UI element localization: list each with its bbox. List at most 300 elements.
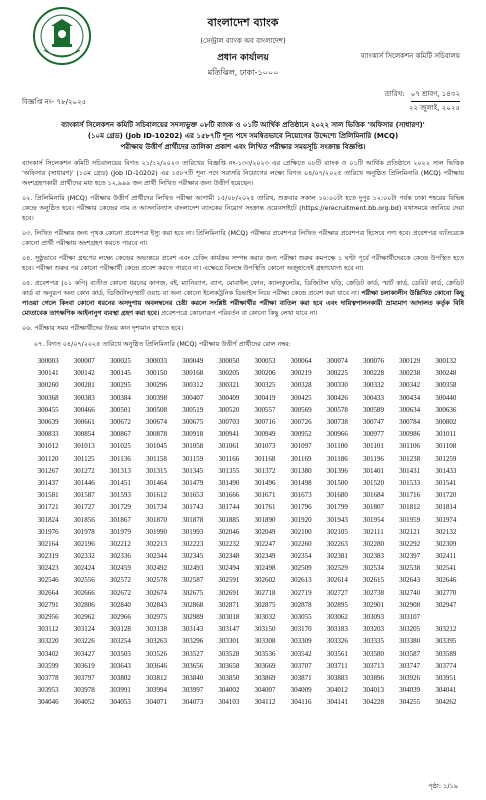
paragraph-5 bbox=[22, 278, 464, 318]
roll-number-cell: 303205 bbox=[399, 625, 421, 634]
roll-number-cell: 303128 bbox=[109, 625, 131, 634]
roll-number-cell: 300025 bbox=[109, 357, 131, 366]
roll-number-cell: 302740 bbox=[399, 588, 421, 597]
roll-number-cell: 302718 bbox=[254, 588, 276, 597]
roll-number-cell: 302843 bbox=[146, 600, 168, 609]
roll-number-cell: 300076 bbox=[362, 357, 384, 366]
roll-number-cell: 300426 bbox=[326, 393, 348, 402]
roll-number-cell: 301799 bbox=[326, 503, 348, 512]
roll-number-cell: 302397 bbox=[399, 552, 421, 561]
roll-number-cell: 304012 bbox=[326, 686, 348, 695]
roll-number-cell: 303646 bbox=[146, 661, 168, 670]
reference-number: বিজ্ঞপ্তি নং- ৭৮/২০২৫ bbox=[22, 98, 87, 106]
roll-number-cell: 303580 bbox=[362, 649, 384, 658]
roll-number-cell: 301158 bbox=[146, 454, 167, 463]
roll-number-cell: 300312 bbox=[182, 381, 204, 390]
roll-number-cell: 303643 bbox=[109, 661, 131, 670]
roll-number-cell: 302383 bbox=[362, 552, 384, 561]
roll-number-cell: 300145 bbox=[109, 369, 131, 378]
roll-number-cell: 301451 bbox=[109, 478, 131, 487]
roll-number-cell: 301974 bbox=[435, 515, 457, 524]
roll-number-cell: 302223 bbox=[182, 539, 204, 548]
roll-number-cell: 301587 bbox=[73, 491, 95, 500]
roll-number-cell: 300206 bbox=[254, 369, 276, 378]
paragraph-5-tail: প্রবেশপত্রে কোনোরূপ পরিবর্তন বা কোনো কিছু লেখা যাবে না। bbox=[159, 309, 318, 317]
roll-number-cell: 303503 bbox=[109, 649, 131, 658]
table-row bbox=[30, 526, 464, 538]
roll-number-cell: 303212 bbox=[435, 625, 457, 634]
roll-number-cell: 300296 bbox=[146, 381, 168, 390]
roll-number-cell: 303840 bbox=[182, 673, 204, 682]
roll-number-cell: 302719 bbox=[290, 588, 312, 597]
roll-number-cell: 303850 bbox=[218, 673, 240, 682]
roll-number-cell: 302962 bbox=[73, 613, 95, 622]
roll-number-cell: 300328 bbox=[290, 381, 312, 390]
roll-number-cell: 304009 bbox=[290, 686, 312, 695]
roll-number-cell: 302895 bbox=[326, 600, 348, 609]
bank-subtitle: (সেন্ট্রাল ব্যাংক অব বাংলাদেশ) bbox=[200, 37, 286, 45]
roll-number-cell: 301680 bbox=[326, 491, 348, 500]
paragraph-5-text: ০৫. প্রবেশপত্র (০১ কপি) ব্যতীত কোনো ধরনের কাগজ, বই, ম্যানিব্যাগ, ব্যাগ, মোবাইল ফোন, ক্যালকুলেটর, ডিজিটাল ঘড়ি, ক্রেডিট কার্ড, স্মার্ট কার্ড, ডেবিট কার্ড, ক্রেডিট কার্ড বা অনুরূপ অন্য কোন কার্ড, ডিজিটাল/স্মার্ট ওয়াচ বা অন্য কোনো ইলেকট্রনিক ডিভাইস নিয়ে পরীক্ষা কেন্দ্রে প্রবেশ করা যাবে না। bbox=[22, 279, 464, 297]
roll-number-cell: 304141 bbox=[326, 698, 348, 707]
roll-number-cell: 303326 bbox=[326, 637, 348, 646]
table-row bbox=[30, 513, 464, 525]
roll-number-cell: 304053 bbox=[109, 698, 131, 707]
roll-number-cell: 301990 bbox=[146, 527, 168, 536]
roll-number-cell: 301259 bbox=[435, 454, 457, 463]
roll-number-cell: 300053 bbox=[254, 357, 276, 366]
roll-number-cell: 304255 bbox=[399, 698, 421, 707]
roll-number-cell: 301136 bbox=[110, 454, 131, 463]
roll-number-cell: 303561 bbox=[326, 649, 348, 658]
roll-number-cell: 301159 bbox=[182, 454, 204, 463]
roll-number-cell: 301186 bbox=[326, 454, 348, 463]
table-row bbox=[30, 611, 464, 623]
roll-number-cell: 300466 bbox=[73, 405, 95, 414]
roll-number-cell: 302424 bbox=[73, 564, 95, 573]
table-row bbox=[30, 355, 464, 367]
roll-number-cell: 301666 bbox=[218, 491, 240, 500]
roll-number-cell: 301011 bbox=[435, 430, 457, 439]
roll-number-cell: 302494 bbox=[218, 564, 240, 573]
table-row bbox=[30, 550, 464, 562]
roll-number-cell: 300784 bbox=[399, 418, 421, 427]
roll-number-cell: 303926 bbox=[399, 673, 421, 682]
roll-number-cell: 303774 bbox=[435, 661, 457, 670]
roll-number-cell: 301743 bbox=[182, 503, 204, 512]
roll-number-cell: 300398 bbox=[146, 393, 168, 402]
roll-number-cell: 300867 bbox=[109, 430, 131, 439]
roll-number-cell: 303747 bbox=[399, 661, 421, 670]
office-address: মতিঝিল, ঢাকা-১০০০ bbox=[207, 68, 279, 77]
roll-number-cell: 301807 bbox=[362, 503, 384, 512]
date-block bbox=[384, 88, 460, 114]
roll-number-cell: 301446 bbox=[73, 478, 95, 487]
roll-number-cell: 302840 bbox=[109, 600, 131, 609]
paragraph-1: ব্যাংকার্স সিলেকশন কমিটি সচিবালয়ের বিগত ২১/১২/২০২৩ তারিখের বিজ্ঞপ্তি নং-১৩৩/২০২৩ এর প্রেক্ষিতে ০৮টি ব্যাংক ও ০১টি আর্থিক প্রতিষ্ঠানে ২০২২ সাল ভিত্তিক 'অফিসার (সাধারণ)' (১০ম গ্রেড) (Job ID-10202) এর ১৫৮৭টি শূন্য পদে সরাসরি নিয়োগের লক্ষ্যে বিগত ০৪/০৭/২০২৫ তারিখে অনুষ্ঠিত প্রিলিমিনারি (MCQ) পরীক্ষায় অংশগ্রহণকারী প্রার্থীদের মধ্য হতে ১২,৯৯৯ জন প্রার্থী লিখিত পরীক্ষার জন্য উত্তীর্ণ হয়েছেন। bbox=[22, 159, 464, 187]
roll-number-cell: 301401 bbox=[362, 466, 384, 475]
roll-number-cell: 301496 bbox=[254, 478, 276, 487]
roll-number-cell: 303395 bbox=[435, 637, 457, 646]
roll-number-cell: 300007 bbox=[73, 357, 95, 366]
roll-number-cell: 300064 bbox=[290, 357, 312, 366]
roll-number-cell: 301073 bbox=[254, 442, 276, 451]
roll-number-cell: 301814 bbox=[435, 503, 457, 512]
roll-number-cell: 302956 bbox=[37, 613, 59, 622]
roll-number-cell: 303599 bbox=[37, 661, 59, 670]
roll-number-cell: 300589 bbox=[362, 405, 384, 414]
roll-number-cell: 300569 bbox=[290, 405, 312, 414]
roll-number-cell: 303093 bbox=[362, 613, 384, 622]
roll-number-cell: 300425 bbox=[290, 393, 312, 402]
roll-number-cell: 302727 bbox=[326, 588, 348, 597]
roll-number-cell: 300225 bbox=[326, 369, 348, 378]
roll-number-cell: 300321 bbox=[218, 381, 240, 390]
roll-number-cell: 302975 bbox=[146, 613, 168, 622]
roll-number-cell: 304112 bbox=[254, 698, 276, 707]
roll-number-cell: 301355 bbox=[218, 466, 240, 475]
roll-number-cell: 303619 bbox=[73, 661, 95, 670]
table-row bbox=[30, 599, 464, 611]
roll-number-cell: 301100 bbox=[326, 442, 348, 451]
roll-number-cell: 300129 bbox=[399, 357, 421, 366]
roll-number-cell: 302348 bbox=[218, 552, 240, 561]
roll-number-cell: 300248 bbox=[435, 369, 457, 378]
office-name: প্রধান কার্যালয় bbox=[217, 53, 269, 63]
roll-number-cell: 303869 bbox=[254, 673, 276, 682]
roll-number-cell: 304013 bbox=[362, 686, 384, 695]
roll-number-cell: 300986 bbox=[399, 430, 421, 439]
roll-number-cell: 302868 bbox=[182, 600, 204, 609]
roll-number-cell: 300141 bbox=[37, 369, 59, 378]
roll-number-cell: 301541 bbox=[435, 478, 457, 487]
roll-number-cell: 301954 bbox=[362, 515, 384, 524]
roll-number-cell: 303797 bbox=[73, 673, 95, 682]
roll-number-cell: 302591 bbox=[218, 576, 240, 585]
roll-number-cell: 302875 bbox=[254, 600, 276, 609]
roll-number-cell: 301581 bbox=[37, 491, 59, 500]
roll-number-cell: 301920 bbox=[290, 515, 312, 524]
roll-number-cell: 301061 bbox=[218, 442, 240, 451]
roll-number-cell: 302614 bbox=[326, 576, 348, 585]
roll-number-cell: 304073 bbox=[182, 698, 204, 707]
bank-name: বাংলাদেশ ব্যাংক bbox=[207, 16, 279, 29]
roll-number-cell: 302806 bbox=[73, 600, 95, 609]
roll-number-cell: 302498 bbox=[254, 564, 276, 573]
roll-number-cell: 301045 bbox=[146, 442, 168, 451]
roll-number-cell: 300661 bbox=[73, 418, 95, 427]
roll-number-cell: 301396 bbox=[326, 466, 348, 475]
roll-number-cell: 304103 bbox=[218, 698, 240, 707]
roll-number-cell: 300281 bbox=[73, 381, 95, 390]
roll-number-cell: 300519 bbox=[182, 405, 204, 414]
roll-number-cell: 302666 bbox=[73, 588, 95, 597]
roll-number-cell: 302538 bbox=[399, 564, 421, 573]
roll-number-cell: 303589 bbox=[435, 649, 457, 658]
roll-number-cell: 303183 bbox=[326, 625, 348, 634]
roll-number-cell: 303380 bbox=[399, 637, 421, 646]
roll-number-cell: 301498 bbox=[290, 478, 312, 487]
roll-number-cell: 302164 bbox=[37, 539, 59, 548]
date-bangla: ০৭ শ্রাবণ, ১৪৩২ bbox=[411, 88, 460, 102]
roll-number-cell: 301824 bbox=[37, 515, 59, 524]
roll-number-cell: 304071 bbox=[146, 698, 168, 707]
roll-number-cell: 302541 bbox=[435, 564, 457, 573]
roll-number-cell: 300168 bbox=[182, 369, 204, 378]
roll-number-cell: 301720 bbox=[435, 491, 457, 500]
roll-number-cell: 300205 bbox=[218, 369, 240, 378]
roll-number-cell: 301267 bbox=[37, 466, 59, 475]
roll-number-cell: 300332 bbox=[362, 381, 384, 390]
roll-number-cell: 301727 bbox=[73, 503, 95, 512]
roll-number-cell: 300520 bbox=[218, 405, 240, 414]
roll-number-cell: 300003 bbox=[37, 357, 59, 366]
roll-number-cell: 303124 bbox=[73, 625, 95, 634]
table-row bbox=[30, 379, 464, 391]
roll-number-cell: 303778 bbox=[37, 673, 59, 682]
roll-number-cell: 302546 bbox=[37, 576, 59, 585]
roll-number-cell: 303335 bbox=[362, 637, 384, 646]
roll-number-cell: 303713 bbox=[362, 661, 384, 670]
roll-number-cell: 301976 bbox=[37, 527, 59, 536]
roll-number-cell: 300409 bbox=[218, 393, 240, 402]
roll-number-cell: 300074 bbox=[326, 357, 348, 366]
roll-number-cell: 303527 bbox=[182, 649, 204, 658]
roll-number-cell: 302105 bbox=[326, 527, 348, 536]
table-row bbox=[30, 587, 464, 599]
roll-number-cell: 302247 bbox=[254, 539, 276, 548]
bangladesh-bank-logo bbox=[32, 6, 92, 66]
page-number: পৃষ্ঠা: ১/১৯ bbox=[428, 782, 458, 790]
roll-number-cell: 301433 bbox=[435, 466, 457, 475]
roll-number-cell: 301673 bbox=[290, 491, 312, 500]
roll-number-cell: 302260 bbox=[290, 539, 312, 548]
roll-number-cell: 301744 bbox=[218, 503, 240, 512]
roll-number-cell: 300342 bbox=[399, 381, 421, 390]
roll-number-cell: 300703 bbox=[218, 418, 240, 427]
roll-number-cell: 304052 bbox=[73, 698, 95, 707]
roll-number-cell: 301867 bbox=[109, 515, 131, 524]
table-row bbox=[30, 404, 464, 416]
roll-number-cell: 302046 bbox=[218, 527, 240, 536]
roll-number-cell: 303018 bbox=[218, 613, 240, 622]
roll-number-cell: 302878 bbox=[290, 600, 312, 609]
roll-number-cell: 301761 bbox=[254, 503, 276, 512]
roll-number-cell: 302674 bbox=[146, 588, 168, 597]
roll-number-cell: 303220 bbox=[37, 637, 59, 646]
roll-number-cell: 304116 bbox=[290, 698, 312, 707]
roll-number-cell: 303953 bbox=[37, 686, 59, 695]
roll-number-cell: 302908 bbox=[399, 600, 421, 609]
roll-number-cell: 301684 bbox=[362, 491, 384, 500]
roll-number-cell: 300407 bbox=[182, 393, 204, 402]
roll-number-cell: 300238 bbox=[399, 369, 421, 378]
roll-number-cell: 302212 bbox=[109, 539, 131, 548]
roll-number-cell: 302672 bbox=[109, 588, 131, 597]
roll-number-cell: 303669 bbox=[254, 661, 276, 670]
roll-number-cell: 300434 bbox=[399, 393, 421, 402]
title-line-2: (১০ম গ্রেড) (Job ID-10202) এর ১৫৮৭টি শূন্য পদে সমন্বিতভাবে নিয়োগের উদ্দেশ্যে প্রিলিমিনারি (MCQ) bbox=[87, 132, 399, 140]
paragraph-4: ০৪. সুষ্ঠুভাবে পরীক্ষা গ্রহণের লক্ষ্যে কেন্দ্রের অভ্যন্তরে প্রবেশ এবং চেকিং কার্যক্রম সম্পন্ন করার জন্য পরীক্ষা শুরুর কমপক্ষে ১ ঘণ্টা পূর্বে পরীক্ষার্থীদেরকে কেন্দ্রে উপস্থিত হতে হবে। পরীক্ষা শুরুর পর কোনো পরীক্ষার্থী কেন্দ্রে প্রবেশ করতে পারবে না। এক্ষেত্রে বিলম্বে উপস্থিতি কোনো অজুহাতেই গ্রহণযোগ্য হবে না। bbox=[22, 254, 464, 272]
roll-number-cell: 303062 bbox=[326, 613, 348, 622]
notice-title bbox=[22, 120, 464, 153]
notice-body bbox=[22, 158, 464, 333]
roll-number-cell: 302613 bbox=[290, 576, 312, 585]
roll-number-cell: 301878 bbox=[182, 515, 204, 524]
roll-number-cell: 303150 bbox=[254, 625, 276, 634]
roll-number-cell: 304039 bbox=[399, 686, 421, 695]
roll-number-cell: 303112 bbox=[37, 625, 59, 634]
roll-number-cell: 300802 bbox=[435, 418, 457, 427]
table-row bbox=[30, 623, 464, 635]
roll-number-cell: 301870 bbox=[146, 515, 168, 524]
roll-number-cell: 302947 bbox=[435, 600, 457, 609]
roll-number-cell: 300738 bbox=[326, 418, 348, 427]
roll-number-cell: 300675 bbox=[182, 418, 204, 427]
roll-number-cell: 302354 bbox=[290, 552, 312, 561]
roll-number-cell: 301313 bbox=[109, 466, 131, 475]
roll-number-cell: 302989 bbox=[182, 613, 204, 622]
roll-number-cell: 302587 bbox=[182, 576, 204, 585]
roll-number-cell: 302100 bbox=[290, 527, 312, 536]
roll-number-cell: 301490 bbox=[218, 478, 240, 487]
roll-number-cell: 300384 bbox=[109, 393, 131, 402]
roll-number-cell: 301734 bbox=[146, 503, 168, 512]
roll-number-cell: 303263 bbox=[146, 637, 168, 646]
roll-number-cell: 302572 bbox=[109, 576, 131, 585]
roll-number-cell: 302492 bbox=[146, 564, 168, 573]
roll-number-cell: 301979 bbox=[109, 527, 131, 536]
roll-number-cell: 303427 bbox=[73, 649, 95, 658]
roll-number-cell: 301890 bbox=[254, 515, 276, 524]
roll-number-cell: 300295 bbox=[109, 381, 131, 390]
roll-number-cell: 304007 bbox=[254, 686, 276, 695]
roll-number-cell: 301437 bbox=[37, 478, 59, 487]
roll-number-cell: 301885 bbox=[218, 515, 240, 524]
table-row bbox=[30, 538, 464, 550]
roll-number-cell: 300716 bbox=[254, 418, 276, 427]
roll-number-cell: 300142 bbox=[73, 369, 95, 378]
roll-number-cell: 301025 bbox=[109, 442, 131, 451]
roll-number-cell: 303883 bbox=[326, 673, 348, 682]
roll-number-cell: 302459 bbox=[109, 564, 131, 573]
roll-list-intro: ০৭. বিগত ০৪/০৭/২০২৫ তারিখে অনুষ্ঠিত প্রিলিমিনারি (MCQ) পরীক্ষায় উত্তীর্ণ প্রার্থীদের রোল নম্বর: bbox=[34, 340, 291, 348]
roll-number-cell: 300636 bbox=[435, 405, 457, 414]
table-row bbox=[30, 635, 464, 647]
roll-number-cell: 302309 bbox=[435, 539, 457, 548]
roll-number-cell: 300330 bbox=[326, 381, 348, 390]
roll-number-cell: 302770 bbox=[435, 588, 457, 597]
roll-number-cell: 303055 bbox=[290, 613, 312, 622]
roll-number-cell: 302509 bbox=[290, 564, 312, 573]
roll-number-cell: 300949 bbox=[254, 430, 276, 439]
roll-number-cell: 301431 bbox=[399, 466, 421, 475]
roll-number-cell: 300508 bbox=[146, 405, 168, 414]
roll-number-cell: 300952 bbox=[290, 430, 312, 439]
paragraph-3: ০৩. লিখিত পরীক্ষার জন্য পৃথক কোনো প্রবেশপত্র ইস্যু করা হবে না। প্রিলিমিনারি (MCQ) পরীক্ষার প্রবেশপত্র লিখিত পরীক্ষার প্রবেশপত্র হিসেবে গণ্য হবে। প্রবেশপত্র ব্যতিরেকে কোনো প্রার্থী পরীক্ষায় অংশগ্রহণ করতে পারবে না। bbox=[22, 229, 464, 247]
roll-number-cell: 300878 bbox=[146, 430, 168, 439]
roll-number-cell: 303978 bbox=[73, 686, 95, 695]
table-row bbox=[30, 660, 464, 672]
roll-number-cell: 302534 bbox=[362, 564, 384, 573]
roll-number-cell: 302292 bbox=[399, 539, 421, 548]
table-row bbox=[30, 367, 464, 379]
roll-number-cell: 300672 bbox=[109, 418, 131, 427]
roll-number-cell: 302791 bbox=[37, 600, 59, 609]
roll-number-cell: 303143 bbox=[182, 625, 204, 634]
roll-number-cell: 303032 bbox=[254, 613, 276, 622]
roll-number-cell: 301101 bbox=[363, 442, 384, 451]
roll-number-cell: 301372 bbox=[254, 466, 276, 475]
roll-number-cell: 302643 bbox=[399, 576, 421, 585]
roll-number-cell: 301345 bbox=[182, 466, 204, 475]
roll-number-cell: 300918 bbox=[182, 430, 204, 439]
roll-number-cell: 300383 bbox=[73, 393, 95, 402]
roll-number-cell: 301013 bbox=[73, 442, 95, 451]
roll-number-cell: 302381 bbox=[326, 552, 348, 561]
roll-number-cell: 303994 bbox=[146, 686, 168, 695]
roll-number-cell: 300419 bbox=[254, 393, 276, 402]
roll-number-cell: 300260 bbox=[37, 381, 59, 390]
roll-number-cell: 302411 bbox=[435, 552, 457, 561]
table-row bbox=[30, 416, 464, 428]
table-row bbox=[30, 440, 464, 452]
roll-number-cell: 303309 bbox=[290, 637, 312, 646]
roll-number-cell: 300455 bbox=[37, 405, 59, 414]
roll-number-cell: 303658 bbox=[218, 661, 240, 670]
table-row bbox=[30, 489, 464, 501]
roll-number-cell: 302691 bbox=[218, 588, 240, 597]
roll-number-cell: 300966 bbox=[326, 430, 348, 439]
roll-number-cell: 301812 bbox=[399, 503, 421, 512]
paragraph-2: ০২. প্রিলিমিনারি (MCQ) পরীক্ষায় উত্তীর্ণ প্রার্থীদের লিখিত পরীক্ষা আগামী ১৫/০৮/২০২৫ তারিখ, শুক্রবার সকাল ১০:০০টা হতে দুপুর ১২:০০টা পর্যন্ত ঢাকা শহরের বিভিন্ন কেন্দ্রে অনুষ্ঠিত হবে। পরীক্ষার কেন্দ্রের নাম ও আসনবিন্যাস বাংলাদেশ ব্যাংকের নিয়োগ সংক্রান্ত ওয়েবসাইটে (https://erecruitment.bb.org.bd) যথাসময়ে জানিয়ে দেয়া হবে। bbox=[22, 194, 464, 222]
roll-number-cell: 300747 bbox=[362, 418, 384, 427]
roll-number-cell: 300325 bbox=[254, 381, 276, 390]
roll-number-table bbox=[30, 355, 464, 708]
roll-number-cell: 301380 bbox=[290, 466, 312, 475]
roll-number-cell: 302319 bbox=[37, 552, 59, 561]
roll-number-cell: 300634 bbox=[399, 405, 421, 414]
roll-number-cell: 302493 bbox=[182, 564, 204, 573]
roll-number-cell: 301125 bbox=[73, 454, 95, 463]
roll-number-cell: 300639 bbox=[37, 418, 59, 427]
roll-number-cell: 303542 bbox=[290, 649, 312, 658]
roll-number-cell: 302871 bbox=[218, 600, 240, 609]
roll-number-cell: 300941 bbox=[218, 430, 240, 439]
roll-number-cell: 302529 bbox=[326, 564, 348, 573]
roll-number-cell: 300368 bbox=[37, 393, 59, 402]
roll-number-cell: 303896 bbox=[362, 673, 384, 682]
roll-number-cell: 300033 bbox=[146, 357, 168, 366]
roll-number-cell: 303402 bbox=[37, 649, 59, 658]
roll-number-cell: 300228 bbox=[362, 369, 384, 378]
roll-number-cell: 302111 bbox=[363, 527, 384, 536]
roll-number-cell: 300132 bbox=[435, 357, 457, 366]
roll-number-cell: 302336 bbox=[109, 552, 131, 561]
roll-number-cell: 301721 bbox=[37, 503, 59, 512]
roll-number-cell: 300578 bbox=[326, 405, 348, 414]
roll-number-cell: 300557 bbox=[254, 405, 276, 414]
roll-number-cell: 302738 bbox=[362, 588, 384, 597]
roll-number-cell: 302556 bbox=[73, 576, 95, 585]
roll-number-cell: 301533 bbox=[399, 478, 421, 487]
roll-number-cell: 303812 bbox=[146, 673, 168, 682]
roll-number-cell: 301796 bbox=[290, 503, 312, 512]
table-row bbox=[30, 648, 464, 660]
roll-number-cell: 302901 bbox=[362, 600, 384, 609]
roll-number-cell: 301593 bbox=[109, 491, 131, 500]
roll-number-cell: 301196 bbox=[363, 454, 384, 463]
